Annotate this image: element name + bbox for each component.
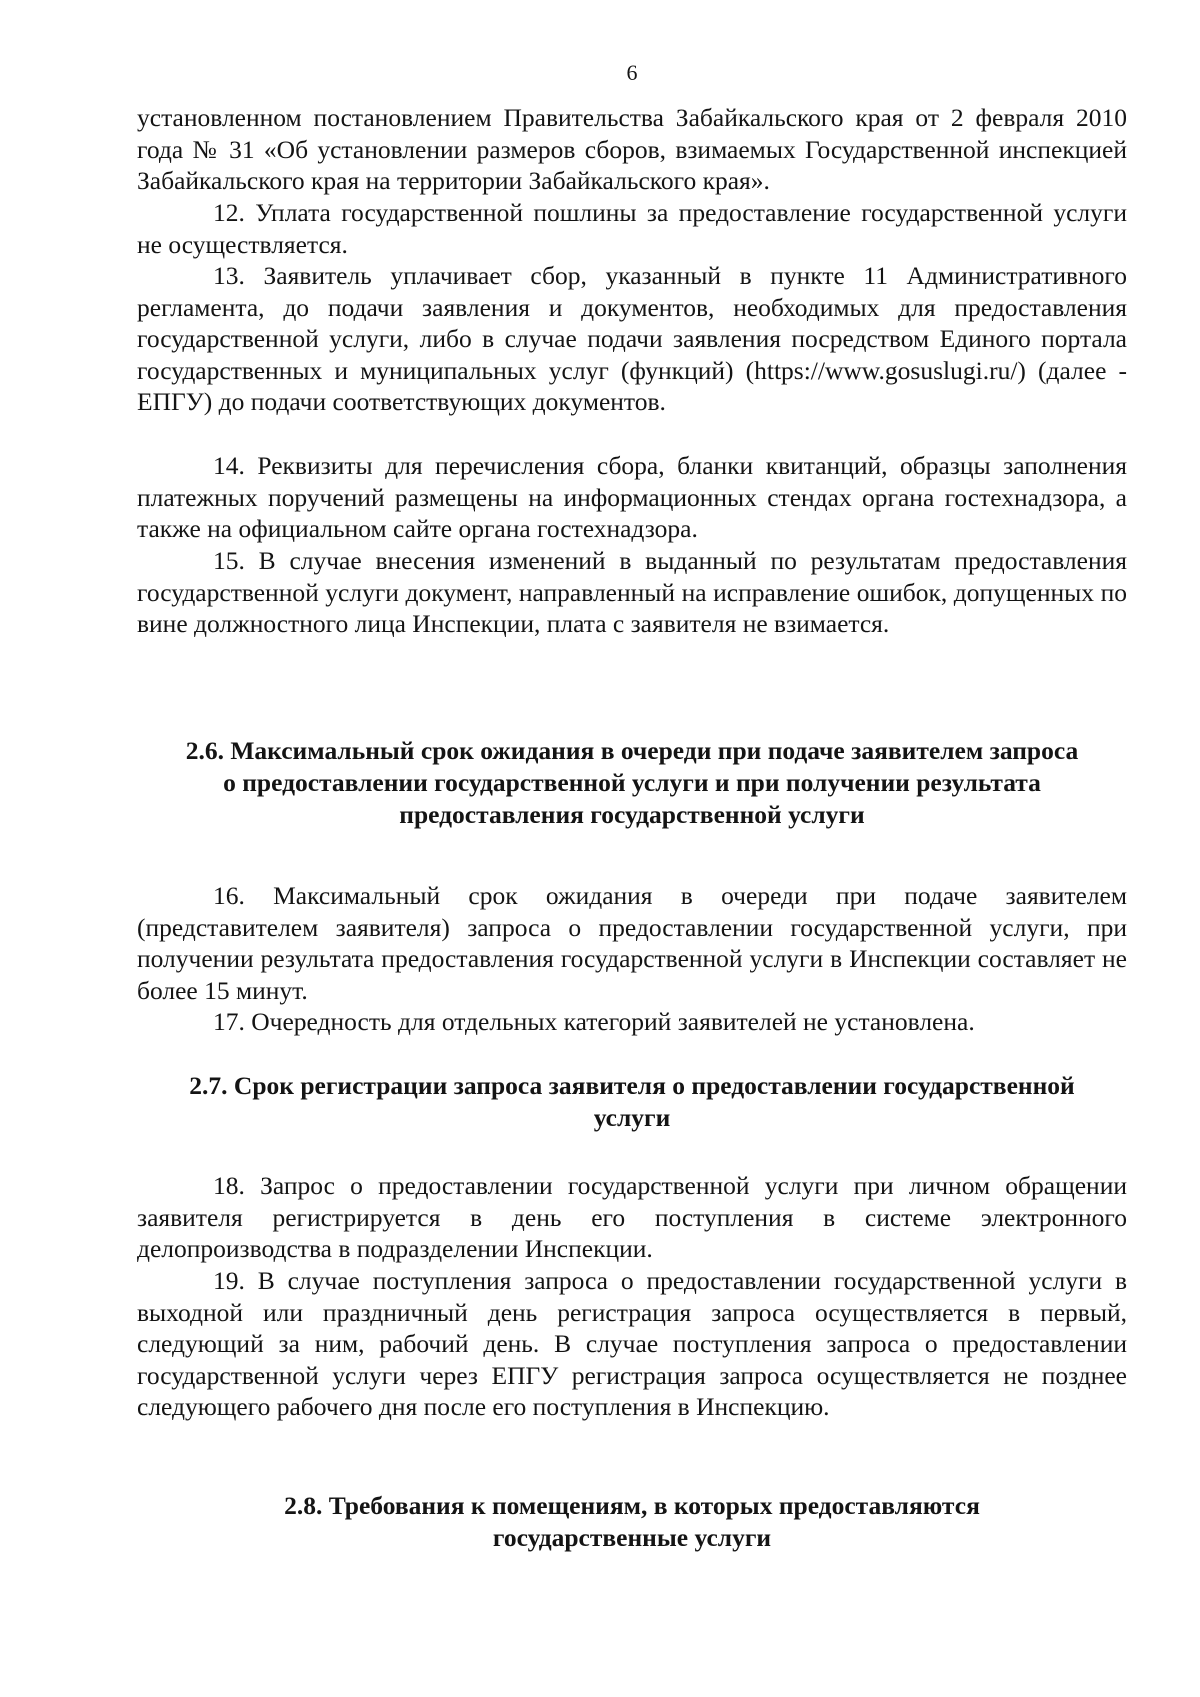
heading-line: государственные услуги — [492, 1523, 772, 1552]
heading-line: предоставления государственной услуги — [399, 800, 865, 829]
heading-line: 2.6. Максимальный срок ожидания в очереди при подаче заявителем запроса — [185, 736, 1079, 765]
heading-line: о предоставлении государственной услуги и при получении результата — [223, 768, 1041, 797]
heading-line: услуги — [593, 1103, 671, 1132]
paragraph-17: 17. Очередность для отдельных категорий заявителей не установлена. — [213, 1007, 975, 1036]
paragraph-15: 15. В случае внесения изменений в выданный по результатам предоставления государственной услуги документ, направленный на исправление ошибок, допущенных по вине должностного лица Инспекции, плата с заявителя не взимается. — [137, 546, 1127, 639]
section-heading-2-8 — [137, 1490, 1127, 1554]
paragraph-18: 18. Запрос о предоставлении государственной услуги при личном обращении заявителя регистрируется в день его поступления в системе электронного делопроизводства в подразделении Инспекции. — [137, 1171, 1127, 1264]
paragraph-14: 14. Реквизиты для перечисления сбора, бланки квитанций, образцы заполнения платежных поручений размещены на информационных стендах органа гостехнадзора, а также на официальном сайте органа гостехнадзора. — [137, 451, 1127, 544]
section-heading-2-7 — [137, 1070, 1127, 1134]
paragraph-12: 12. Уплата государственной пошлины за предоставление государственной услуги не осуществляется. — [137, 198, 1127, 259]
section-heading-2-6 — [137, 735, 1127, 831]
paragraph-13: 13. Заявитель уплачивает сбор, указанный в пункте 11 Административного регламента, до подачи заявления и документов, необходимых для предоставления государственной услуги, либо в случае подачи заявления посредством Единого портала государственных и муниципальных услуг (функций) (https://www.gosuslugi.ru/) (далее - ЕПГУ) до подачи соответствующих документов. — [137, 261, 1127, 417]
paragraph-11-continuation: установленном постановлением Правительства Забайкальского края от 2 февраля 2010 года № 31 «Об установлении размеров сборов, взимаемых Государственной инспекцией Забайкальского края на территории Забайкальского края». — [137, 103, 1127, 196]
paragraph-16: 16. Максимальный срок ожидания в очереди при подаче заявителем (представителем заявителя) запроса о предоставлении государственной услуги, при получении результата предоставления государственной услуги в Инспекции составляет не более 15 минут. — [137, 881, 1127, 1005]
heading-line: 2.7. Срок регистрации запроса заявителя о предоставлении государственной — [189, 1071, 1075, 1100]
page-number: 6 — [626, 60, 638, 85]
paragraph-19: 19. В случае поступления запроса о предоставлении государственной услуги в выходной или праздничный день регистрация запроса осуществляется в первый, следующий за ним, рабочий день. В случае поступления запроса о предоставлении государственной услуги через ЕПГУ регистрация запроса осуществляется не позднее следующего рабочего дня после его поступления в Инспекцию. — [137, 1266, 1127, 1422]
heading-line: 2.8. Требования к помещениям, в которых предоставляются — [284, 1491, 980, 1520]
